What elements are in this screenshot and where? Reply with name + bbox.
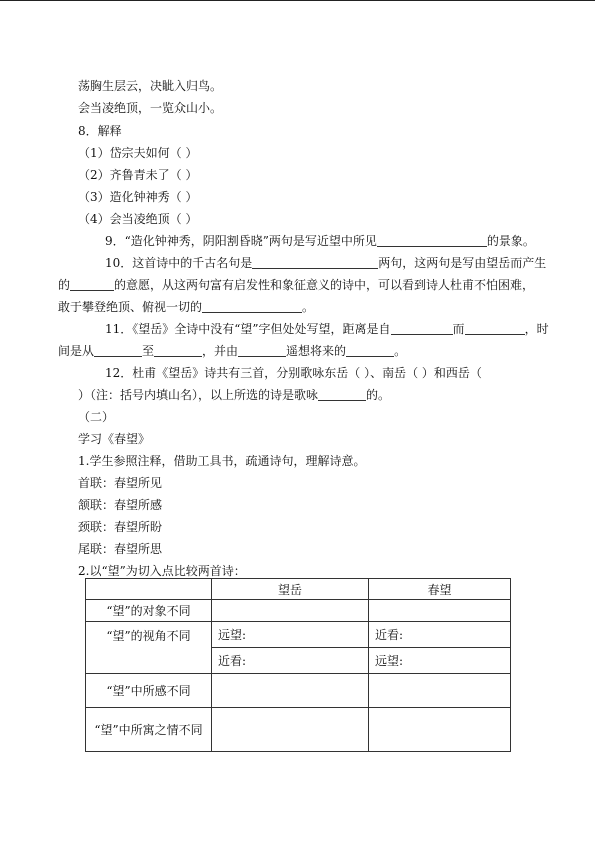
column-header-wangyue: 望岳 — [212, 579, 369, 600]
column-header-chunwang: 春望 — [369, 579, 511, 600]
question-8-item-2: （2）齐鲁青未了（ ） — [78, 168, 198, 182]
question-11-text-7: 遥想将来的 — [286, 344, 347, 358]
question-11-line-1 — [105, 322, 549, 336]
answer-cell[interactable] — [212, 622, 369, 648]
answer-blank[interactable] — [318, 389, 366, 401]
row-header-feeling: “望”中所感不同 — [86, 674, 212, 708]
question-8-heading: 8．解释 — [78, 124, 122, 138]
question-10-text-5: 敢于攀登绝顶、俯视一切的 — [58, 300, 203, 314]
answer-cell[interactable] — [212, 648, 369, 674]
question-10-text-4: 的意愿，从这两句富有启发性和象征意义的诗中，可以看到诗人杜甫不怕困难， — [114, 278, 535, 292]
question-10-line-3 — [58, 300, 314, 314]
question-8-item-1: （1）岱宗夫如何（ ） — [78, 146, 198, 160]
answer-cell[interactable] — [212, 674, 369, 708]
answer-cell[interactable] — [369, 648, 511, 674]
answer-blank[interactable] — [252, 257, 378, 269]
section-two-heading: （二） — [78, 410, 115, 424]
question-12-text: ）（注：括号内填山名），以上所选的诗是歌咏 — [78, 388, 319, 402]
table-row — [86, 708, 511, 752]
question-10-line-1 — [105, 256, 546, 270]
comparison-table — [85, 578, 511, 752]
question-9-tail: 的景象。 — [486, 234, 535, 248]
question-12-tail: 的。 — [366, 388, 391, 402]
answer-blank[interactable] — [70, 279, 114, 291]
answer-blank[interactable] — [377, 235, 487, 247]
answer-blank[interactable] — [346, 345, 394, 357]
row-header-view: “望”的视角不同 — [86, 622, 212, 674]
question-12-line-2 — [78, 388, 390, 402]
answer-blank[interactable] — [154, 345, 202, 357]
question-11-text-8: 。 — [394, 344, 407, 358]
question-8-item-3: （3）造化钟神秀（ ） — [78, 190, 198, 204]
table-row — [86, 600, 511, 622]
question-11-text-2: 而 — [452, 322, 465, 336]
question-10-text-3: 的 — [58, 278, 71, 292]
answer-cell[interactable] — [369, 708, 511, 752]
question-10-text: 10．这首诗中的千古名句是 — [105, 256, 253, 270]
answer-blank[interactable] — [465, 323, 525, 335]
far-view-label: 远望: — [375, 654, 404, 668]
table-row — [86, 674, 511, 708]
table-corner-cell — [86, 579, 212, 600]
answer-cell[interactable] — [212, 708, 369, 752]
near-view-label: 近看: — [218, 654, 247, 668]
answer-cell[interactable] — [369, 600, 511, 622]
far-view-label: 远望: — [218, 628, 247, 642]
answer-blank[interactable] — [202, 301, 302, 313]
question-11-line-2 — [58, 344, 406, 358]
couplet-2: 颔联：春望所感 — [78, 498, 163, 512]
row-header-emotion: “望”中所寓之情不同 — [86, 708, 212, 752]
question-9-text: 9．“造化钟神秀，阴阳割昏晓”两句是写近望中所见 — [105, 234, 377, 248]
couplet-4: 尾联：春望所思 — [78, 542, 163, 556]
question-8-item-4: （4）会当凌绝顶（ ） — [78, 212, 198, 226]
answer-cell[interactable] — [212, 600, 369, 622]
row-header-object: “望”的对象不同 — [86, 600, 212, 622]
near-view-label: 近看: — [375, 628, 404, 642]
question-11-text-4: 间是从 — [58, 344, 95, 358]
couplet-1: 首联：春望所见 — [78, 476, 163, 490]
question-11-text: 11．《望岳》全诗中没有“望”字但处处写望，距离是自 — [105, 322, 391, 336]
question-10-line-2 — [58, 278, 534, 292]
table-row — [86, 622, 511, 648]
page-top-rule — [0, 0, 595, 1]
question-9 — [105, 234, 535, 248]
question-12-line-1: 12．杜甫《望岳》诗共有三首，分别歌咏东岳（ ）、南岳（ ）和西岳（ — [105, 366, 482, 380]
answer-blank[interactable] — [94, 345, 142, 357]
answer-cell[interactable] — [369, 622, 511, 648]
question-11-text-3: ，时 — [524, 322, 549, 336]
poem-line-4: 会当凌绝顶，一览众山小。 — [78, 101, 223, 115]
poem-line-3: 荡胸生层云，决眦入归鸟。 — [78, 79, 223, 93]
answer-blank[interactable] — [391, 323, 453, 335]
couplet-3: 颈联：春望所盼 — [78, 520, 163, 534]
question-11-text-6: ，并由 — [202, 344, 239, 358]
table-header-row — [86, 579, 511, 600]
step-1: 1.学生参照注释，借助工具书，疏通诗句，理解诗意。 — [78, 454, 366, 468]
study-title: 学习《春望》 — [78, 432, 151, 446]
step-2: 2.以“望”为切入点比较两首诗： — [78, 564, 246, 578]
question-10-text-6: 。 — [302, 300, 315, 314]
answer-cell[interactable] — [369, 674, 511, 708]
question-11-text-5: 至 — [142, 344, 155, 358]
question-10-text-2: 两句，这两句是写由望岳而产生 — [378, 256, 547, 270]
answer-blank[interactable] — [238, 345, 286, 357]
